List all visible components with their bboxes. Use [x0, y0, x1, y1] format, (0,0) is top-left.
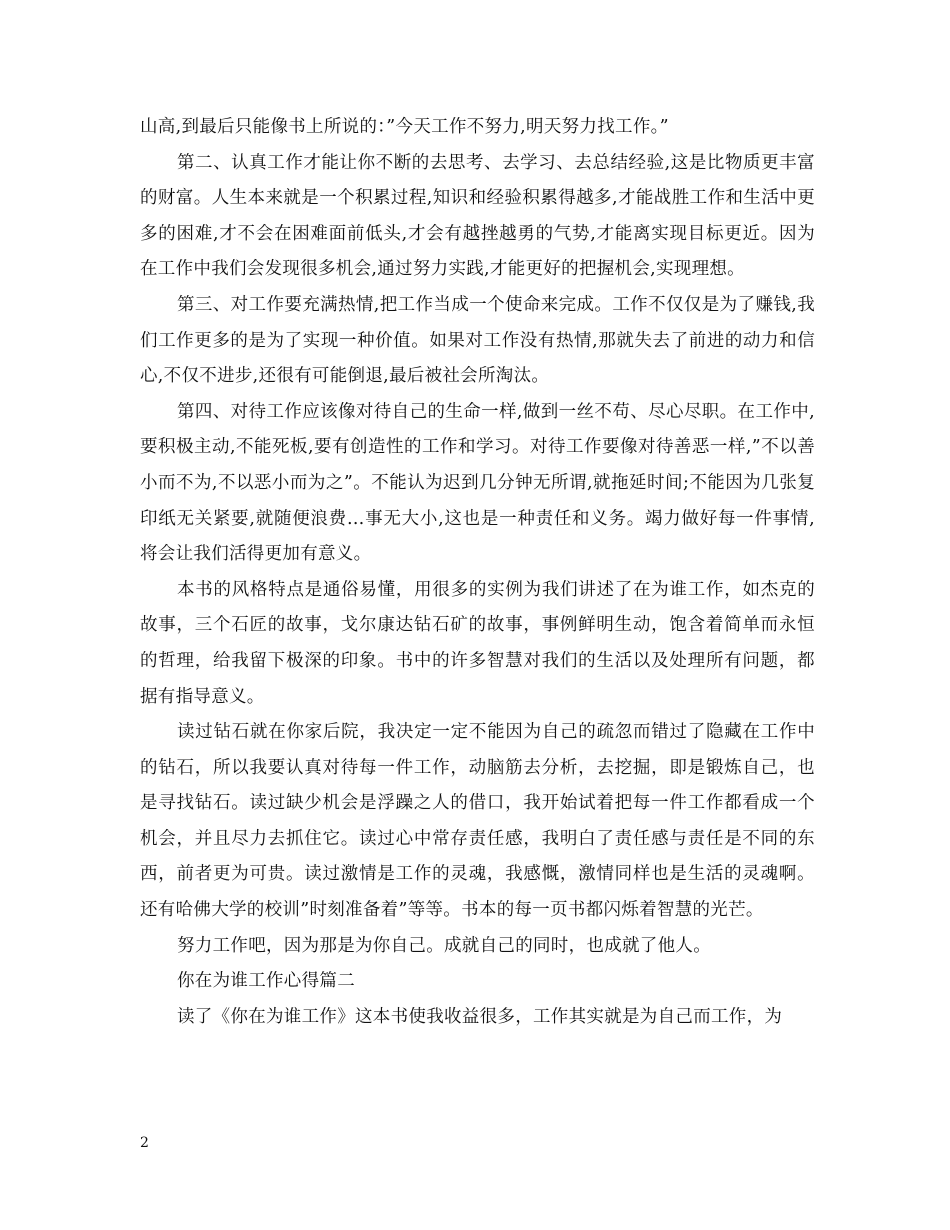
paragraph: 努力工作吧，因为那是为你自己。成就自己的同时，也成就了他人。	[177, 935, 711, 956]
paragraph: 第三、对工作要充满热情,把工作当成一个使命来完成。工作不仅仅是为了赚钱,我们工作更多的是为了实现一种价值。如果对工作没有热情,那就失去了前进的动力和信心,不仅不进步,还很有可能倒退,最后被社会所淘汰。	[140, 294, 815, 387]
paragraph: 本书的风格特点是通俗易懂，用很多的实例为我们讲述了在为谁工作，如杰克的故事，三个石匠的故事，戈尔康达钻石矿的故事，事例鲜明生动，饱含着简单而永恒的哲理，给我留下极深的印象。书中的许多智慧对我们的生活以及处理所有问题，都据有指导意义。	[140, 579, 815, 707]
paragraph: 山高,到最后只能像书上所说的：”今天工作不努力,明天努力找工作。”	[140, 117, 669, 137]
paragraph: 第二、认真工作才能让你不断的去思考、去学习、去总结经验,这是比物质更丰富的财富。人生本来就是一个积累过程,知识和经验积累得越多,才能战胜工作和生活中更多的困难,才不会在困难面前低头,才会有越挫越勇的气势,才能离实现目标更近。因为在工作中我们会发现很多机会,通过努力实践,才能更好的把握机会,实现理想。	[140, 152, 815, 280]
page-number: 2	[140, 1135, 149, 1151]
paragraph: 读了《你在为谁工作》这本书使我收益很多，工作其实就是为自己而工作，为	[177, 1006, 783, 1027]
paragraph: 第四、对待工作应该像对待自己的生命一样,做到一丝不苟、尽心尽职。在工作中,要积极主动,不能死板,要有创造性的工作和学习。对待工作要像对待善恶一样,”不以善小而不为,不以恶小而为之”。不能认为迟到几分钟无所谓,就拖延时间;不能因为几张复印纸无关紧要,就随便浪费…事无大小,这也是一种责任和义务。竭力做好每一件事情,将会让我们活得更加有意义。	[140, 401, 815, 565]
section-heading: 你在为谁工作心得篇二	[177, 971, 355, 992]
body-text	[140, 110, 815, 1035]
paragraph: 读过钻石就在你家后院，我决定一定不能因为自己的疏忽而错过了隐藏在工作中的钻石，所以我要认真对待每一件工作，动脑筋去分析，去挖掘，即是锻炼自己，也是寻找钻石。读过缺少机会是浮躁之人的借口，我开始试着把每一件工作都看成一个机会，并且尽力去抓住它。读过心中常存责任感，我明白了责任感与责任是不同的东西，前者更为可贵。读过激情是工作的灵魂，我感慨，激情同样也是生活的灵魂啊。还有哈佛大学的校训”时刻准备着”等等。书本的每一页书都闪烁着智慧的光芒。	[140, 722, 815, 921]
